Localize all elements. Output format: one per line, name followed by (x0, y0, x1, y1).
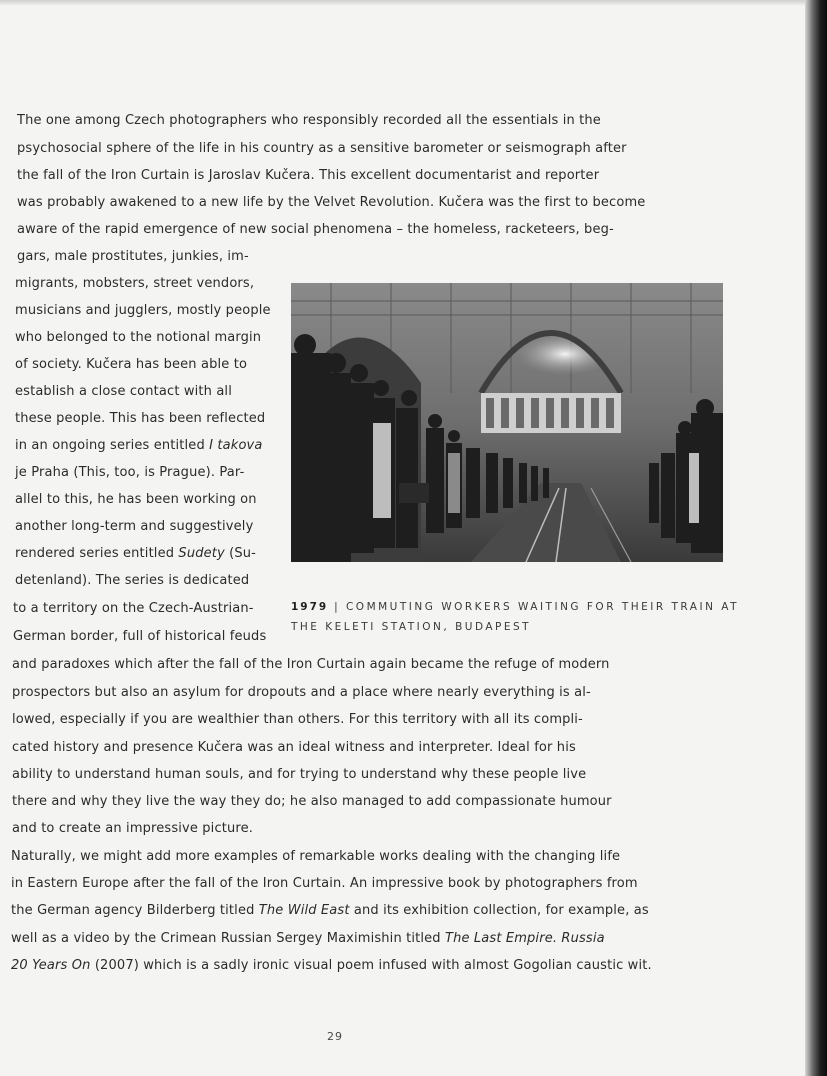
body-line: cated history and presence Kučera was an ideal witness and interpreter. Ideal for his (12, 740, 576, 755)
figure-caption (291, 597, 741, 637)
series-title-italic: I takova (209, 438, 263, 453)
body-line: and paradoxes which after the fall of the Iron Curtain again became the refuge of modern (12, 657, 610, 672)
body-text: well as a video by the Crimean Russian Sergey Maximishin titled (11, 931, 441, 946)
body-line: gars, male prostitutes, junkies, im- (17, 249, 249, 264)
body-line (15, 438, 263, 454)
body-line: lowed, especially if you are wealthier than others. For this territory with all its compli- (12, 712, 583, 727)
body-line (15, 546, 256, 562)
series-title-italic: Sudety (178, 546, 225, 561)
body-line: German border, full of historical feuds (13, 629, 267, 644)
body-line: migrants, mobsters, street vendors, (15, 276, 255, 291)
page-top-shadow (0, 0, 827, 6)
caption-text: COMMUTING WORKERS WAITING FOR THEIR TRAIN AT THE KELETI STATION, BUDAPEST (291, 601, 740, 633)
body-line: and to create an impressive picture. (12, 821, 254, 836)
body-line: the fall of the Iron Curtain is Jaroslav Kučera. This excellent documentarist and reporter (17, 168, 600, 183)
body-line: aware of the rapid emergence of new social phenomena – the homeless, racketeers, beg- (17, 222, 614, 237)
body-line: of society. Kučera has been able to (15, 357, 248, 372)
body-text: (Su- (229, 546, 257, 561)
body-text: rendered series entitled (15, 546, 175, 561)
body-line: je Praha (This, too, is Prague). Par- (15, 465, 245, 480)
body-line: in Eastern Europe after the fall of the Iron Curtain. An impressive book by photographers from (11, 876, 638, 891)
body-line: The one among Czech photographers who responsibly recorded all the essentials in the (17, 113, 601, 128)
body-line: establish a close contact with all (15, 384, 232, 399)
body-line: to a territory on the Czech-Austrian- (13, 601, 254, 616)
body-line: detenland). The series is dedicated (15, 573, 250, 588)
body-line: these people. This has been reflected (15, 411, 266, 426)
body-text: the German agency Bilderberg titled (11, 903, 255, 918)
body-text: (2007) which is a sadly ironic visual poem infused with almost Gogolian caustic wit. (94, 958, 652, 973)
video-title-italic: The Last Empire. Russia (444, 931, 605, 946)
body-line (11, 903, 649, 919)
body-line (11, 958, 652, 974)
body-line (11, 931, 605, 947)
video-title-italic: 20 Years On (11, 958, 91, 973)
book-title-italic: The Wild East (258, 903, 350, 918)
body-text: in an ongoing series entitled (15, 438, 205, 453)
page-number: 29 (327, 1030, 343, 1043)
caption-year: 1979 (291, 601, 329, 613)
body-line: prospectors but also an asylum for dropouts and a place where nearly everything is al- (12, 685, 591, 700)
caption-separator: | (334, 601, 341, 613)
body-text: and its exhibition collection, for example, as (353, 903, 649, 918)
body-line: psychosocial sphere of the life in his country as a sensitive barometer or seismograph after (17, 141, 627, 156)
body-line: was probably awakened to a new life by the Velvet Revolution. Kučera was the first to become (17, 195, 646, 210)
body-line: another long-term and suggestively (15, 519, 254, 534)
body-line: ability to understand human souls, and for trying to understand why these people live (12, 767, 587, 782)
photo-keleti-station (291, 283, 723, 562)
body-line: there and why they live the way they do; he also managed to add compassionate humour (12, 794, 612, 809)
body-line: Naturally, we might add more examples of remarkable works dealing with the changing life (11, 849, 621, 864)
body-line: who belonged to the notional margin (15, 330, 262, 345)
book-gutter-shadow (805, 0, 827, 1076)
body-line: musicians and jugglers, mostly people (15, 303, 271, 318)
body-line: allel to this, he has been working on (15, 492, 257, 507)
